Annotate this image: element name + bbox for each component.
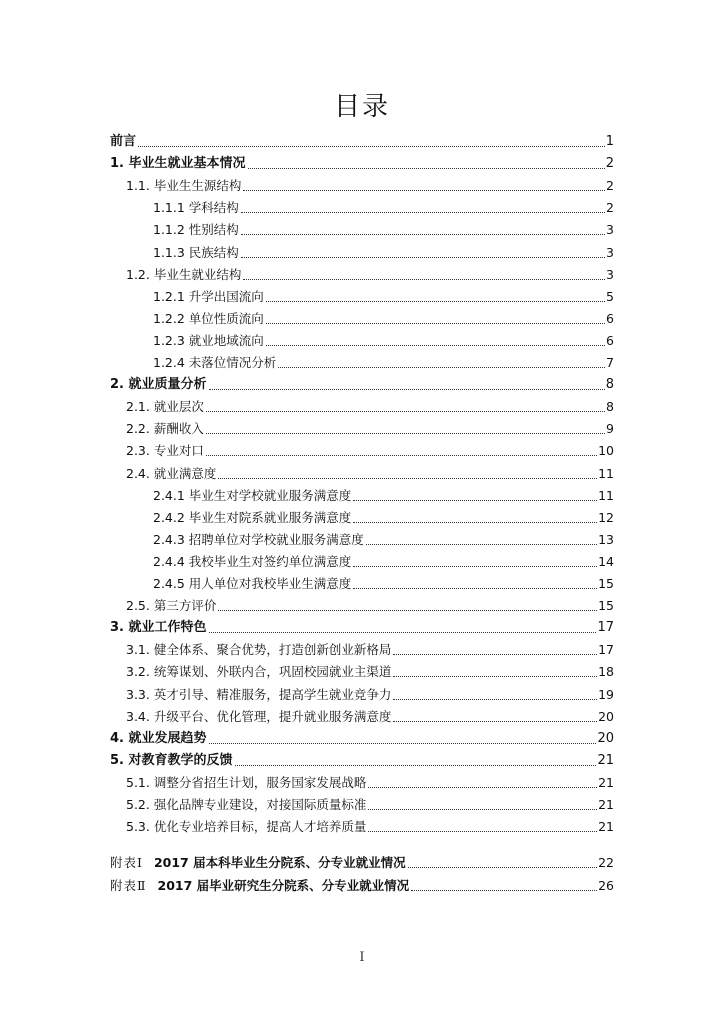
toc-entry-page: 3 (606, 222, 614, 238)
toc-entry-label: 1.2.3 就业地域流向 (153, 332, 264, 348)
toc-entry-label: 3.4. 升级平台、优化管理，提升就业服务满意度 (126, 708, 392, 724)
toc-entry-page: 14 (598, 553, 614, 569)
toc-entry[interactable] (126, 460, 614, 482)
dot-leader (209, 631, 597, 633)
toc-entry[interactable] (153, 570, 614, 592)
toc-entry[interactable] (153, 327, 614, 349)
toc-entry-page: 19 (598, 686, 614, 702)
toc-entry-page: 6 (606, 332, 614, 348)
toc-entry[interactable] (110, 725, 614, 747)
dot-leader (408, 866, 597, 868)
toc-entry[interactable] (110, 747, 614, 769)
toc-entry-label: 2.4.1 毕业生对学校就业服务满意度 (153, 487, 352, 503)
toc-entry[interactable] (126, 393, 614, 415)
toc-entry-label: 5.3. 优化专业培养目标，提高人才培养质量 (126, 819, 367, 835)
dot-leader (248, 167, 605, 169)
toc-entry-label: 1.1.2 性别结构 (153, 222, 239, 238)
toc-entry[interactable] (126, 813, 614, 835)
toc-entry-label: 1.2.4 未落位情况分析 (153, 355, 277, 370)
toc-entry-label: 1.2.2 单位性质流向 (153, 310, 264, 326)
dot-leader (278, 366, 605, 368)
toc-entry[interactable] (126, 703, 614, 725)
dot-leader (393, 720, 597, 722)
toc-entry[interactable] (126, 658, 614, 680)
toc-entry-label: 1.1.1 学科结构 (153, 200, 239, 216)
dot-leader (241, 256, 605, 258)
toc-entry-label: 2.2. 薪酬收入 (126, 421, 204, 437)
toc-entry[interactable] (126, 261, 614, 283)
toc-entry[interactable] (126, 791, 614, 813)
toc-entry-label: 2.4.5 用人单位对我校毕业生满意度 (153, 576, 352, 591)
toc-entry[interactable] (126, 437, 614, 459)
toc-entry-page: 12 (598, 509, 614, 525)
toc-entry-label: 1.1.3 民族结构 (153, 244, 239, 260)
toc-entry-page: 11 (598, 487, 614, 503)
toc-entry-label: 5.1. 调整分省招生计划，服务国家发展战略 (126, 774, 367, 790)
dot-leader (138, 145, 605, 147)
dot-leader (411, 889, 597, 891)
toc-entry-label: 2.4. 就业满意度 (126, 465, 217, 481)
page-number: I (359, 950, 365, 965)
toc-entry[interactable] (153, 526, 614, 548)
appendix-page: 26 (598, 877, 614, 893)
dot-leader (368, 830, 597, 832)
dot-leader (353, 565, 597, 567)
toc-entry[interactable] (126, 769, 614, 791)
toc-entry[interactable] (153, 283, 614, 305)
toc-entry-page: 3 (606, 244, 614, 260)
toc-entry[interactable] (110, 128, 614, 150)
toc-entry-label: 1.2.1 升学出国流向 (153, 288, 264, 304)
appendix-prefix: 附表Ⅰ (110, 855, 143, 870)
toc-entry-page: 15 (598, 576, 614, 591)
toc-entry-label: 3.3. 英才引导、精准服务，提高学生就业竞争力 (126, 686, 392, 702)
dot-leader (266, 322, 605, 324)
toc-entry-page: 21 (598, 774, 614, 790)
toc-entry-page: 17 (597, 620, 614, 636)
toc-entry-label: 1. 毕业生就业基本情况 (110, 156, 246, 172)
toc-entry-page: 9 (606, 421, 614, 437)
appendix-entry[interactable] (110, 849, 614, 871)
toc-entry[interactable] (153, 504, 614, 526)
toc-entry-page: 8 (606, 399, 614, 415)
toc-entry-label: 5.2. 强化品牌专业建设，对接国际质量标准 (126, 797, 367, 812)
toc-entry-page: 17 (598, 642, 614, 658)
toc-entry[interactable] (126, 592, 614, 614)
toc-entry[interactable] (126, 415, 614, 437)
toc-entry-label: 5. 对教育教学的反馈 (110, 752, 233, 768)
toc-entry-label: 2.5. 第三方评价 (126, 598, 217, 614)
toc-entry-page: 2 (606, 178, 614, 194)
toc-entry[interactable] (110, 371, 614, 393)
appendix-label: 2017 届本科毕业生分院系、分专业就业情况 (153, 855, 406, 870)
dot-leader (206, 454, 597, 456)
dot-leader (218, 609, 597, 611)
dot-leader (209, 388, 605, 390)
dot-leader (241, 211, 605, 213)
toc-entry-page: 2 (605, 156, 614, 172)
dot-leader (266, 344, 605, 346)
appendix-entry[interactable] (110, 872, 614, 894)
toc-entry-page: 8 (605, 377, 614, 393)
toc-entry[interactable] (153, 305, 614, 327)
toc-entry-label: 前言 (110, 134, 137, 149)
toc-entry-page: 7 (606, 355, 614, 370)
dot-leader (353, 521, 597, 523)
toc-entry-label: 2.4.4 我校毕业生对签约单位满意度 (153, 553, 352, 569)
toc-entry[interactable] (153, 194, 614, 216)
toc-entry-page: 11 (598, 465, 614, 481)
toc-entry-page: 5 (606, 288, 614, 304)
toc-entry-label: 2.4.3 招聘单位对学校就业服务满意度 (153, 531, 364, 547)
toc-entry-page: 15 (598, 598, 614, 614)
toc-entry[interactable] (153, 349, 614, 371)
toc-entry[interactable] (153, 548, 614, 570)
dot-leader (235, 764, 597, 766)
dot-leader (366, 543, 597, 545)
toc-entry-label: 3.2. 统筹谋划、外联内合，巩固校园就业主渠道 (126, 664, 392, 680)
toc-entry-page: 21 (597, 752, 614, 768)
toc-entry-label: 1.2. 毕业生就业结构 (126, 266, 242, 282)
dot-leader (368, 808, 597, 810)
toc-title: 目录 (333, 92, 390, 122)
dot-leader (393, 698, 597, 700)
appendix-label: 2017 届毕业研究生分院系、分专业就业情况 (157, 877, 410, 893)
toc-entry[interactable] (126, 172, 614, 194)
dot-leader (393, 653, 597, 655)
dot-leader (353, 587, 597, 589)
toc-entry-label: 4. 就业发展趋势 (110, 730, 207, 746)
toc-entry-page: 20 (598, 708, 614, 724)
toc-entry[interactable] (110, 150, 614, 172)
dot-leader (393, 675, 597, 677)
toc-entry-page: 20 (597, 730, 614, 746)
dot-leader (353, 499, 597, 501)
dot-leader (243, 278, 605, 280)
toc-entry-label: 2.3. 专业对口 (126, 443, 204, 459)
toc-entry-page: 2 (606, 200, 614, 216)
toc-entry[interactable] (153, 482, 614, 504)
toc-entry[interactable] (110, 614, 614, 636)
appendix-prefix: 附表Ⅱ (110, 877, 147, 893)
dot-leader (266, 300, 605, 302)
dot-leader (241, 233, 605, 235)
dot-leader (209, 742, 597, 744)
toc-entry[interactable] (153, 239, 614, 261)
toc-entry-page: 21 (598, 797, 614, 812)
toc-entry-page: 13 (598, 531, 614, 547)
toc-entry[interactable] (153, 216, 614, 238)
toc-entry-label: 3.1. 健全体系、聚合优势，打造创新创业新格局 (126, 642, 392, 658)
dot-leader (206, 432, 605, 434)
toc-entry-page: 21 (598, 819, 614, 835)
appendix-page: 22 (598, 855, 614, 870)
toc-entry-label: 2. 就业质量分析 (110, 377, 207, 393)
toc-entry[interactable] (126, 636, 614, 658)
toc-entry-page: 3 (606, 266, 614, 282)
toc-entry-label: 2.1. 就业层次 (126, 399, 204, 415)
dot-leader (368, 786, 597, 788)
toc-entry-page: 1 (605, 134, 614, 149)
toc-entry[interactable] (126, 681, 614, 703)
toc-entry-page: 18 (598, 664, 614, 680)
toc-entry-label: 2.4.2 毕业生对院系就业服务满意度 (153, 509, 352, 525)
dot-leader (243, 189, 605, 191)
toc-entry-page: 6 (606, 310, 614, 326)
dot-leader (218, 477, 597, 479)
toc-entry-label: 3. 就业工作特色 (110, 620, 207, 636)
toc-entry-label: 1.1. 毕业生生源结构 (126, 178, 242, 194)
toc-entry-page: 10 (598, 443, 614, 459)
dot-leader (206, 410, 605, 412)
